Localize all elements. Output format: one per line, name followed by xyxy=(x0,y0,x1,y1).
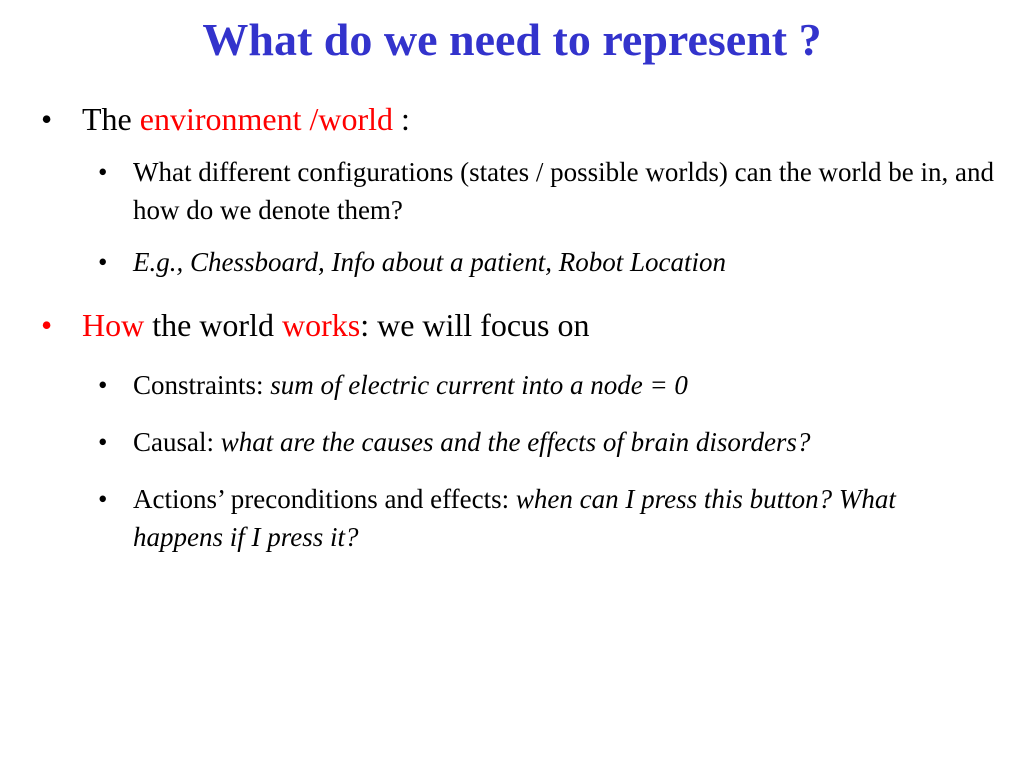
bullet-dot: • xyxy=(98,427,108,457)
sub-bullet-italic: when can I press this button? What happens if I press it? xyxy=(133,484,896,552)
sub-bullet-text: Constraints: xyxy=(133,370,271,400)
sub-bullet-constraints xyxy=(98,366,1003,404)
sub-bullet-configurations xyxy=(98,153,1003,229)
sub-bullet-text: Causal: xyxy=(133,427,221,457)
bullet-dot: • xyxy=(98,247,108,277)
sub-bullet-italic: sum of electric current into a node = 0 xyxy=(270,370,688,400)
sub-bullet-causal xyxy=(98,423,1003,461)
sub-bullet-text: What different configurations (states / possible worlds) can the world be in, and how do we denote them? xyxy=(133,157,995,225)
sub-bullet-italic: what are the causes and the effects of brain disorders? xyxy=(220,427,811,457)
bullet-middle: the world xyxy=(144,307,282,343)
bullet-suffix: : xyxy=(393,101,410,137)
bullet-dot: • xyxy=(98,157,108,187)
bullet-environment xyxy=(41,100,1002,138)
bullet-dot: • xyxy=(41,307,53,343)
bullet-highlight-works: works xyxy=(281,307,361,343)
sub-bullet-text: Actions’ preconditions and effects: xyxy=(133,484,516,514)
bullet-how-world-works xyxy=(41,306,1002,344)
bullet-dot: • xyxy=(98,484,108,514)
slide-title: What do we need to represent ? xyxy=(202,14,822,65)
bullet-dot: • xyxy=(98,370,108,400)
bullet-prefix: The xyxy=(82,101,140,137)
bullet-dot: • xyxy=(41,101,53,137)
sub-bullet-examples xyxy=(98,243,1003,281)
sub-bullet-italic: E.g., Chessboard, Info about a patient, Robot Location xyxy=(133,247,726,277)
bullet-highlight: environment /world xyxy=(139,101,394,137)
bullet-suffix: : we will focus on xyxy=(360,307,590,343)
bullet-highlight-how: How xyxy=(82,307,145,343)
sub-bullet-actions xyxy=(98,480,933,556)
